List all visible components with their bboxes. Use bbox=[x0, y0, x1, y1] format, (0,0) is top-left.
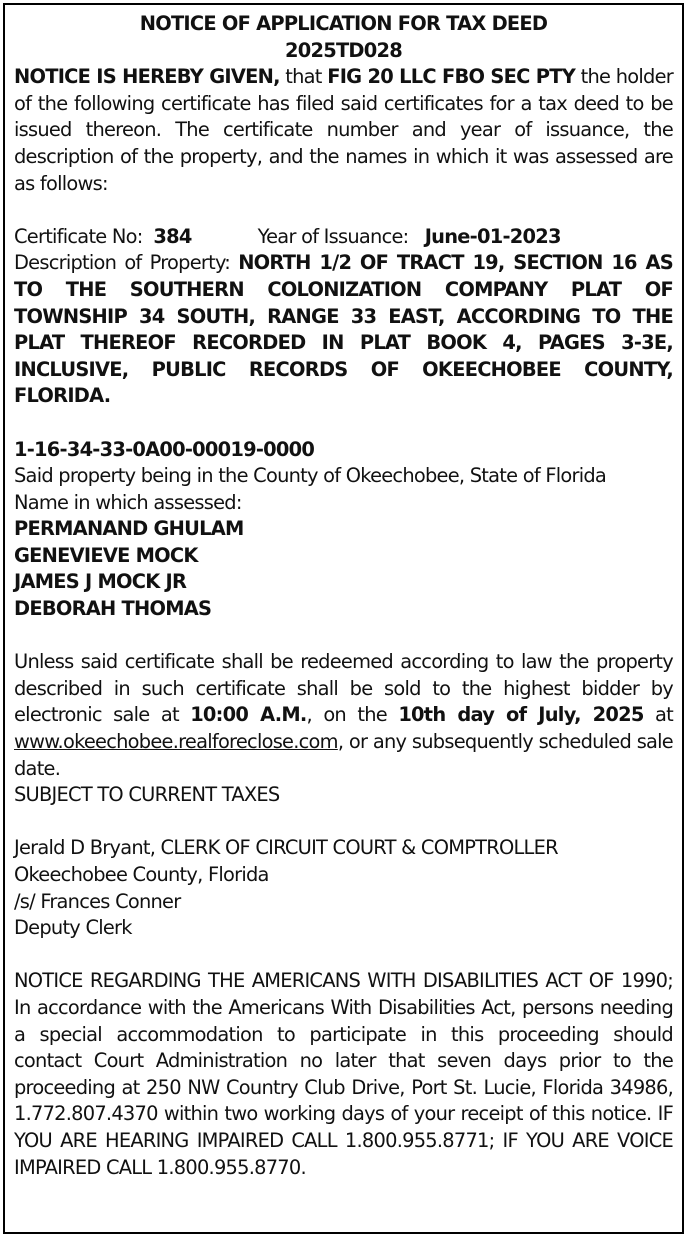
sale-paragraph bbox=[14, 649, 673, 782]
assessed-name: GENEVIEVE MOCK bbox=[14, 543, 198, 567]
certificate-line bbox=[14, 224, 673, 251]
clerk-name: Jerald D Bryant, CLERK OF CIRCUIT COURT & COMPTROLLER bbox=[14, 836, 558, 860]
tax-deed-notice bbox=[3, 3, 684, 1234]
certificate-holder: FIG 20 LLC FBO SEC PTY bbox=[327, 65, 576, 89]
ada-notice: NOTICE REGARDING THE AMERICANS WITH DISABILITIES ACT OF 1990; In accordance with the Americans With Disabilities Act, persons needing a special accommodation to participate in this proceeding should contact Court Administration no later that seven days prior to the proceeding at 250 NW Country Club Drive, Port St. Lucie, Florida 34986, 1.772.807.4370 within two working days of your receipt of this notice. IF YOU ARE HEARING IMPAIRED CALL 1.800.955.8771; IF YOU ARE VOICE IMPAIRED CALL 1.800.955.8770. bbox=[14, 969, 673, 1179]
sale-url-link[interactable]: www.okeechobee.realforeclose.com bbox=[14, 730, 338, 754]
sale-text-2: , on the bbox=[306, 703, 399, 727]
sale-date: 10th day of July, 2025 bbox=[398, 703, 644, 727]
certificate-label: Certificate No: bbox=[14, 224, 143, 248]
parcel-id: 1-16-34-33-0A00-00019-0000 bbox=[14, 437, 315, 461]
taxes-line: SUBJECT TO CURRENT TAXES bbox=[14, 783, 280, 807]
county-line: Said property being in the County of Okeechobee, State of Florida bbox=[14, 464, 607, 488]
assessed-name: JAMES J MOCK JR bbox=[14, 570, 187, 594]
notice-title: NOTICE OF APPLICATION FOR TAX DEED bbox=[139, 12, 548, 35]
sale-text-1: Unless said certificate shall be redeemed according to law the property described in such certificate shall be sold to the highest bidder by electronic sale at bbox=[14, 650, 673, 727]
sale-text-3: at bbox=[643, 703, 674, 727]
assessed-name: DEBORAH THOMAS bbox=[14, 597, 212, 621]
certificate-number: 384 bbox=[153, 224, 192, 248]
assessed-names bbox=[14, 516, 673, 622]
description-value: NORTH 1/2 OF TRACT 19, SECTION 16 AS TO THE SOUTHERN COLONIZATION COMPANY PLAT OF TOWNSHIP 34 SOUTH, RANGE 33 EAST, ACCORDING TO THE PLAT THEREOF RECORDED IN PLAT BOOK 4, PAGES 3-3E, INCLUSIVE, PUBLIC RECORDS OF OKEECHOBEE COUNTY, FLORIDA. bbox=[14, 251, 673, 408]
description-label: Description of Property: bbox=[14, 251, 239, 275]
year-label: Year of Issuance: bbox=[257, 224, 409, 248]
signed-by: /s/ Frances Conner bbox=[14, 889, 181, 913]
intro-that: that bbox=[279, 65, 328, 89]
case-number: 2025TD028 bbox=[284, 38, 403, 62]
assessed-label: Name in which assessed: bbox=[14, 490, 242, 514]
sale-time: 10:00 A.M. bbox=[190, 703, 307, 727]
assessed-name: PERMANAND GHULAM bbox=[14, 517, 244, 541]
sale-text-4: , or any subsequently scheduled sale date. bbox=[14, 730, 673, 780]
intro-rest: the holder of the following certificate has filed said certificates for a tax deed to be issued thereon. The certificate number and year of issuance, the description of the property, and the names in which it was assessed are as follows: bbox=[14, 65, 673, 195]
property-description bbox=[14, 250, 673, 410]
clerk-county: Okeechobee County, Florida bbox=[14, 863, 269, 886]
year-of-issuance: June-01-2023 bbox=[424, 224, 561, 248]
signer-title: Deputy Clerk bbox=[14, 916, 132, 940]
intro-paragraph bbox=[14, 64, 673, 197]
intro-lead: NOTICE IS HEREBY GIVEN, bbox=[14, 65, 280, 89]
